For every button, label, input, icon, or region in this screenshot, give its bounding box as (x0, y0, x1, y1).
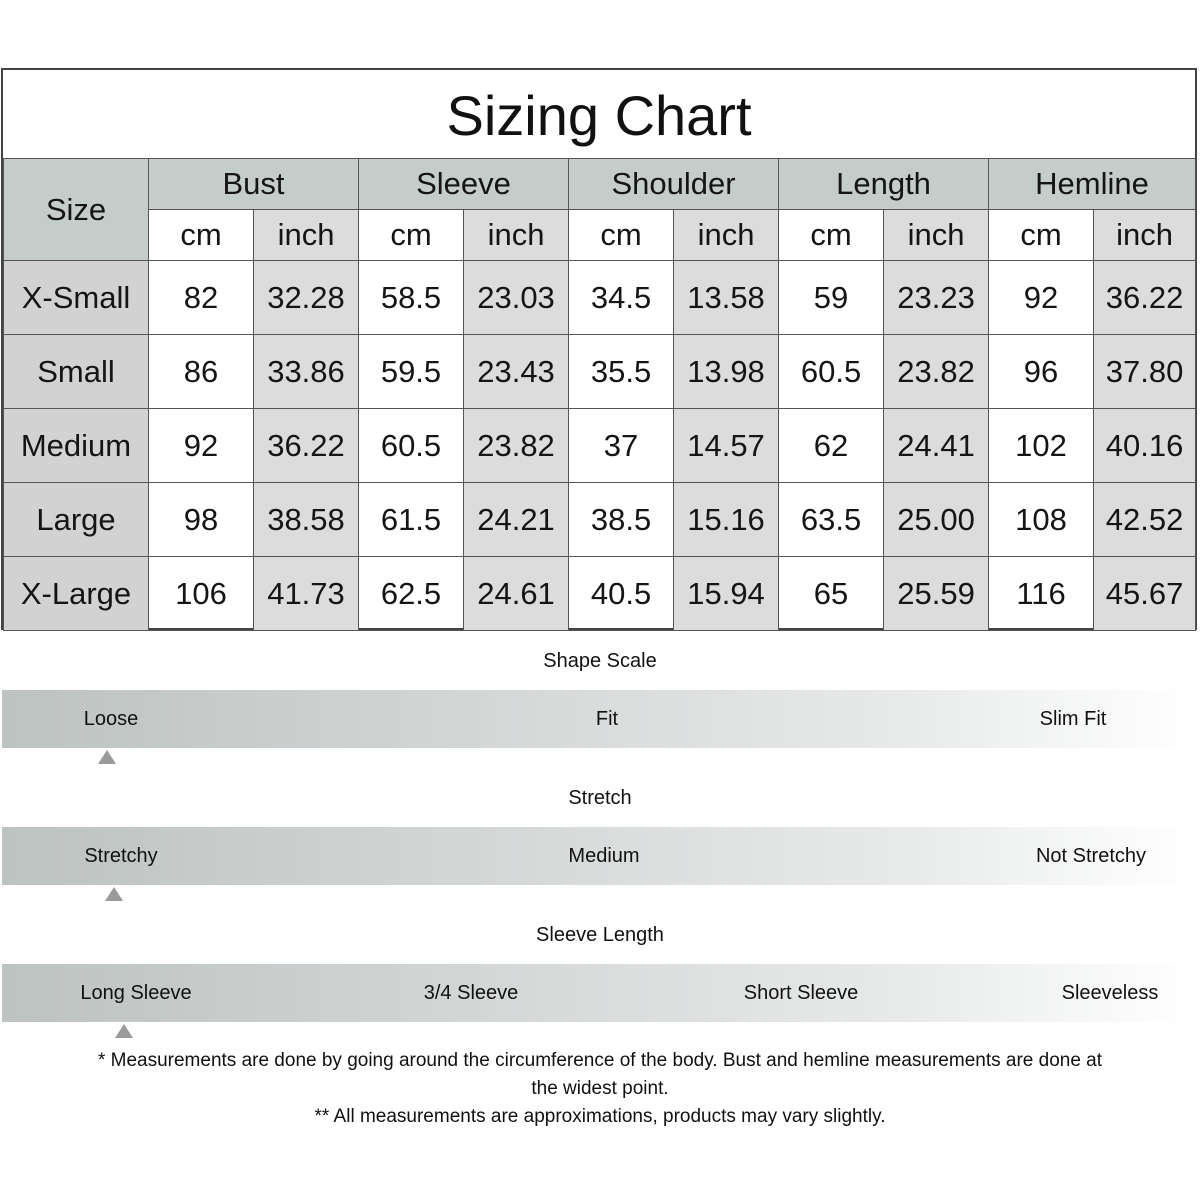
table-cell: 37.80 (1094, 335, 1196, 409)
table-cell: 92 (149, 409, 254, 483)
table-cell: 14.57 (674, 409, 779, 483)
table-cell: 98 (149, 483, 254, 557)
table-cell: 15.94 (674, 557, 779, 631)
table-cell: 35.5 (569, 335, 674, 409)
size-table (3, 158, 1196, 631)
table-cell: 61.5 (359, 483, 464, 557)
table-cell: 38.5 (569, 483, 674, 557)
table-cell: 23.43 (464, 335, 569, 409)
table-cell: 59 (779, 261, 884, 335)
size-label: X-Large (4, 557, 149, 631)
triangle-marker-icon (98, 750, 116, 764)
table-cell: 23.23 (884, 261, 989, 335)
table-row (4, 409, 1196, 483)
table-cell: 15.16 (674, 483, 779, 557)
scale-label-stretchy: Stretchy (84, 845, 158, 867)
unit-header: cm (779, 210, 884, 261)
unit-header-row (4, 210, 1196, 261)
table-cell: 40.16 (1094, 409, 1196, 483)
shape-scale-title: Shape Scale (543, 650, 657, 672)
unit-header: inch (884, 210, 989, 261)
table-cell: 36.22 (1094, 261, 1196, 335)
table-cell: 62 (779, 409, 884, 483)
table-cell: 86 (149, 335, 254, 409)
table-cell: 62.5 (359, 557, 464, 631)
shape-scale-bar (2, 690, 1198, 748)
table-cell: 38.58 (254, 483, 359, 557)
unit-header: cm (359, 210, 464, 261)
table-row (4, 335, 1196, 409)
table-cell: 92 (989, 261, 1094, 335)
table-cell: 36.22 (254, 409, 359, 483)
table-cell: 116 (989, 557, 1094, 631)
scale-label-medium: Medium (568, 845, 640, 867)
group-header-hemline: Hemline (989, 159, 1196, 210)
triangle-marker-icon (115, 1024, 133, 1038)
scale-label-short-sleeve: Short Sleeve (743, 982, 859, 1004)
table-cell: 45.67 (1094, 557, 1196, 631)
table-row (4, 483, 1196, 557)
table-cell: 40.5 (569, 557, 674, 631)
table-row (4, 557, 1196, 631)
size-label: Medium (4, 409, 149, 483)
table-cell: 60.5 (779, 335, 884, 409)
table-cell: 32.28 (254, 261, 359, 335)
table-cell: 33.86 (254, 335, 359, 409)
footnote-measurement (0, 1047, 1200, 1131)
size-column-header: Size (4, 159, 149, 261)
triangle-marker-icon (105, 887, 123, 901)
unit-header: cm (149, 210, 254, 261)
unit-header: inch (1094, 210, 1196, 261)
table-cell: 96 (989, 335, 1094, 409)
stretch-scale-title: Stretch (568, 787, 632, 809)
scale-label-fit: Fit (595, 708, 619, 730)
unit-header: inch (254, 210, 359, 261)
scale-label-slim-fit: Slim Fit (1039, 708, 1107, 730)
group-header-row (4, 159, 1196, 210)
table-cell: 58.5 (359, 261, 464, 335)
table-cell: 41.73 (254, 557, 359, 631)
scale-label-loose: Loose (83, 708, 139, 730)
sleeve-length-scale-title: Sleeve Length (536, 924, 664, 946)
footnote-line: the widest point. (531, 1078, 669, 1099)
table-cell: 34.5 (569, 261, 674, 335)
table-cell: 23.82 (884, 335, 989, 409)
unit-header: inch (464, 210, 569, 261)
table-cell: 37 (569, 409, 674, 483)
table-cell: 24.41 (884, 409, 989, 483)
scale-label-three-quarter-sleeve: 3/4 Sleeve (423, 982, 519, 1004)
table-cell: 60.5 (359, 409, 464, 483)
stretch-scale-bar (2, 827, 1198, 885)
footnote-line: ** All measurements are approximations, products may vary slightly. (314, 1106, 886, 1127)
group-header-sleeve: Sleeve (359, 159, 569, 210)
table-cell: 23.82 (464, 409, 569, 483)
footnote-line: * Measurements are done by going around the circumference of the body. Bust and hemline measurements are done at (97, 1050, 1103, 1071)
sizing-chart (1, 68, 1197, 630)
group-header-length: Length (779, 159, 989, 210)
table-cell: 65 (779, 557, 884, 631)
table-cell: 13.98 (674, 335, 779, 409)
table-cell: 106 (149, 557, 254, 631)
table-cell: 63.5 (779, 483, 884, 557)
table-cell: 42.52 (1094, 483, 1196, 557)
unit-header: cm (989, 210, 1094, 261)
table-cell: 24.61 (464, 557, 569, 631)
table-cell: 59.5 (359, 335, 464, 409)
table-row (4, 261, 1196, 335)
scale-label-not-stretchy: Not Stretchy (1035, 845, 1147, 867)
table-cell: 108 (989, 483, 1094, 557)
table-cell: 25.00 (884, 483, 989, 557)
table-cell: 23.03 (464, 261, 569, 335)
scale-label-long-sleeve: Long Sleeve (80, 982, 192, 1004)
unit-header: inch (674, 210, 779, 261)
chart-title: Sizing Chart (446, 84, 752, 147)
unit-header: cm (569, 210, 674, 261)
table-cell: 25.59 (884, 557, 989, 631)
table-cell: 13.58 (674, 261, 779, 335)
scale-label-sleeveless: Sleeveless (1061, 982, 1159, 1004)
size-label: Small (4, 335, 149, 409)
table-cell: 24.21 (464, 483, 569, 557)
table-cell: 82 (149, 261, 254, 335)
table-cell: 102 (989, 409, 1094, 483)
size-label: Large (4, 483, 149, 557)
group-header-shoulder: Shoulder (569, 159, 779, 210)
group-header-bust: Bust (149, 159, 359, 210)
size-label: X-Small (4, 261, 149, 335)
sleeve-length-scale-bar (2, 964, 1198, 1022)
